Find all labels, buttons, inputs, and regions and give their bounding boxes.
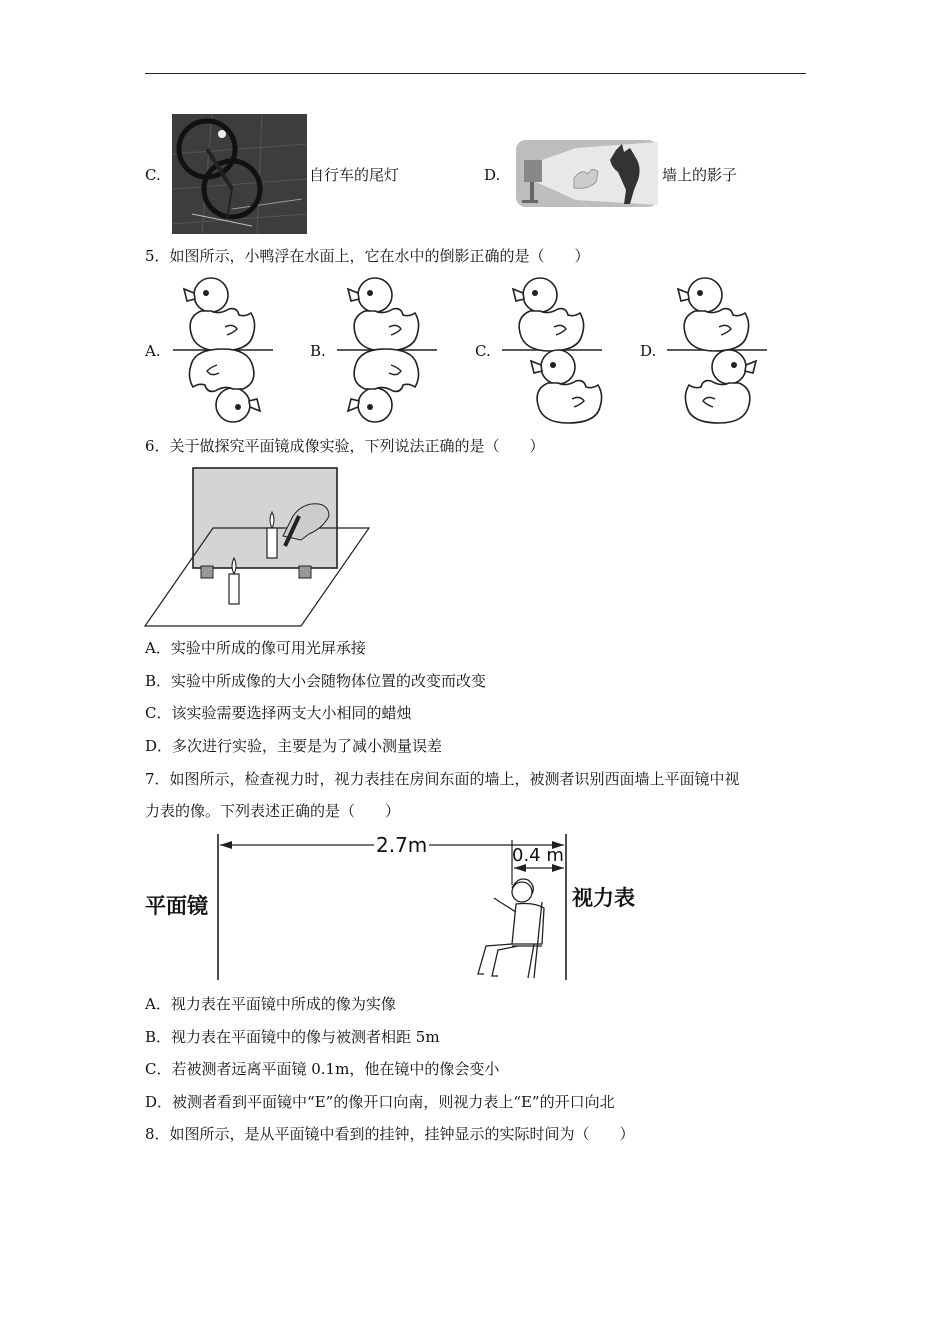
q4-option-c-label: C.	[145, 166, 161, 184]
q5-option-c: C.	[475, 342, 491, 360]
bicycle-photo	[172, 114, 307, 234]
q7-stem-line2: 力表的像。下列表述正确的是（ ）	[145, 802, 401, 820]
q7-total-distance-label: 2.7m	[376, 833, 428, 857]
header-rule	[145, 73, 806, 74]
q7-stem-line1: 7．如图所示，检查视力时，视力表挂在房间东面的墙上，被测者识别西面墙上平面镜中视	[145, 770, 740, 788]
q7-option-a: A．视力表在平面镜中所成的像为实像	[145, 995, 396, 1013]
q7-option-b: B．视力表在平面镜中的像与被测者相距 5m	[145, 1028, 440, 1046]
q5-option-d: D.	[640, 342, 657, 360]
q5-option-a: A.	[145, 342, 161, 360]
q4-option-d-label: D.	[484, 166, 501, 184]
q7-option-c: C．若被测者远离平面镜 0.1m，他在镜中的像会变小	[145, 1060, 500, 1078]
hand-shadow-photo	[516, 140, 658, 207]
q7-eye-test-figure	[140, 830, 660, 985]
q7-option-d: D．被测者看到平面镜中“E”的像开口向南，则视力表上“E”的开口向北	[145, 1093, 615, 1111]
q8-stem: 8．如图所示，是从平面镜中看到的挂钟，挂钟显示的实际时间为（ ）	[145, 1125, 635, 1143]
q6-option-c: C．该实验需要选择两支大小相同的蜡烛	[145, 704, 412, 722]
q5-duck-figure	[145, 275, 785, 425]
q6-option-a: A．实验中所成的像可用光屏承接	[145, 639, 366, 657]
q6-mirror-experiment-figure	[143, 466, 371, 628]
q4-option-d-text: 墙上的影子	[662, 166, 738, 184]
q7-small-distance-label: 0.4 m	[512, 845, 564, 866]
q7-mirror-label: 平面镜	[145, 894, 208, 918]
q6-option-d: D．多次进行实验，主要是为了减小测量误差	[145, 737, 443, 755]
q5-option-b: B.	[310, 342, 326, 360]
q6-option-b: B．实验中所成像的大小会随物体位置的改变而改变	[145, 672, 487, 690]
q6-stem: 6．关于做探究平面镜成像实验，下列说法正确的是（ ）	[145, 437, 545, 455]
q7-eye-chart-label: 视力表	[572, 886, 635, 910]
q5-stem: 5．如图所示，小鸭浮在水面上，它在水中的倒影正确的是（ ）	[145, 247, 590, 265]
q4-option-c-text: 自行车的尾灯	[309, 166, 400, 184]
